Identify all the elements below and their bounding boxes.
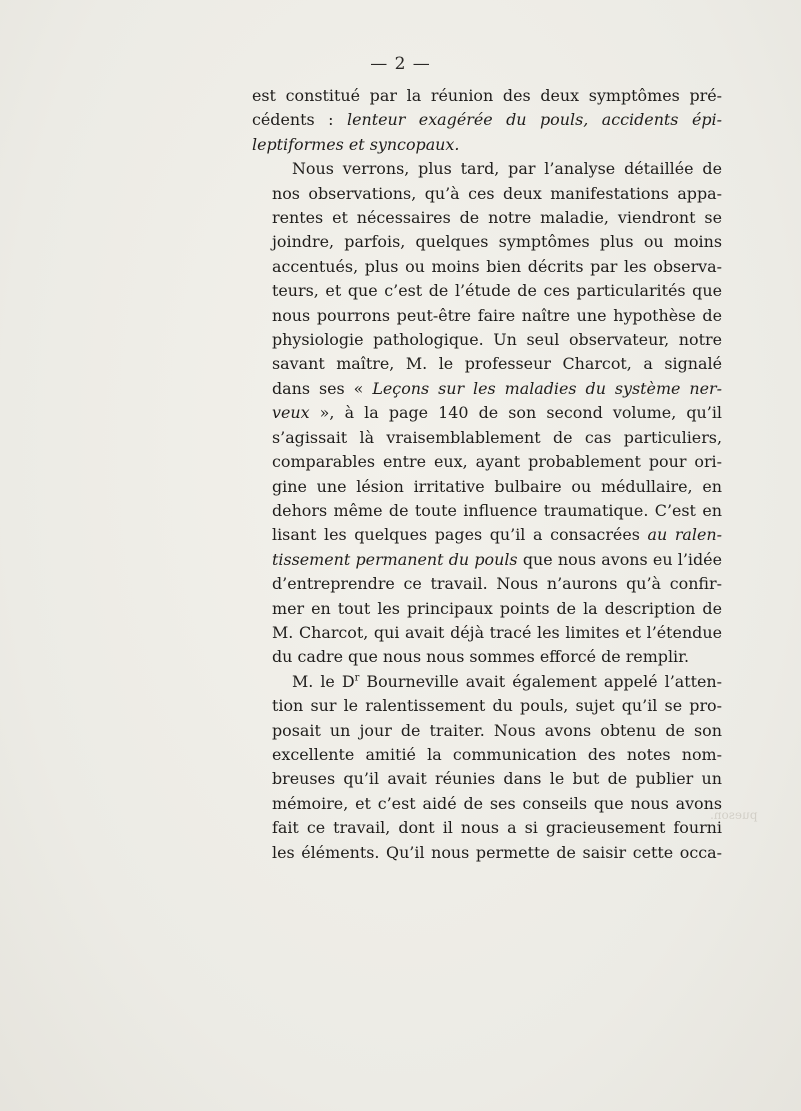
paragraph — [252, 157, 722, 670]
paragraph — [252, 670, 722, 865]
italic-text: lenteur exagérée du pouls, accidents épi- — [346, 110, 722, 130]
text-run: savant maître, M. le professeur Charcot, a signalé — [272, 354, 722, 374]
text-run: posait un jour de traiter. Nous avons obtenu de son — [272, 720, 722, 740]
text-line — [252, 499, 722, 523]
text-run: nos observations, qu’à ces deux manifestations appa- — [272, 183, 722, 203]
text-run: M. Charcot, qui avait déjà tracé les limites et l’étendue — [272, 622, 722, 642]
text-line — [252, 523, 722, 547]
text-line — [252, 230, 722, 254]
text-line — [252, 352, 722, 376]
text-line — [252, 304, 722, 328]
text-line — [252, 157, 722, 181]
italic-text: Leçons sur les maladies du système ner- — [372, 378, 722, 398]
text-run: teurs, et que c’est de l’étude de ces particularités que — [272, 281, 722, 301]
text-line — [252, 792, 722, 816]
text-line — [252, 255, 722, 279]
body-text — [252, 84, 722, 865]
text-run: que nous avons eu l’idée — [517, 549, 722, 569]
text-run: du cadre que nous nous sommes efforcé de remplir. — [272, 647, 690, 667]
text-line — [252, 743, 722, 767]
text-run: dans ses « — [272, 378, 373, 398]
text-run: M. le D — [292, 671, 355, 691]
text-run: mémoire, et c’est aidé de ses conseils que nous avons — [272, 793, 722, 813]
text-line — [252, 108, 722, 132]
text-run: comparables entre eux, ayant probablement pour ori- — [272, 452, 722, 472]
text-run: cédents : — [252, 110, 347, 130]
text-run: s’agissait là vraisemblablement de cas particuliers, — [272, 427, 722, 447]
text-line — [252, 670, 722, 694]
text-line — [252, 597, 722, 621]
text-run: mer en tout les principaux points de la description de — [272, 598, 722, 618]
superscript: r — [354, 672, 360, 684]
text-line — [252, 377, 722, 401]
text-line — [252, 816, 722, 840]
text-run: gine une lésion irritative bulbaire ou médullaire, en — [272, 476, 722, 496]
text-line — [252, 719, 722, 743]
text-run: Nous verrons, plus tard, par l’analyse détaillée de — [292, 159, 722, 179]
text-run: rentes et nécessaires de notre maladie, viendront se — [272, 208, 722, 228]
text-run: d’entreprendre ce travail. Nous n’aurons qu’à confir- — [272, 574, 722, 594]
italic-text: leptiformes et syncopaux. — [252, 134, 460, 154]
text-run: joindre, parfois, quelques symptômes plus ou moins — [272, 232, 722, 252]
text-run: est constitué par la réunion des deux symptômes pré- — [252, 86, 722, 105]
text-run: fait ce travail, dont il nous a si gracieusement fourni — [272, 818, 722, 838]
italic-text: au ralen- — [647, 525, 722, 545]
text-run: physiologie pathologique. Un seul observateur, notre — [272, 330, 722, 350]
text-line — [252, 475, 722, 499]
text-run: excellente amitié la communication des notes nom- — [272, 744, 722, 764]
text-run: les éléments. Qu’il nous permette de saisir cette occa- — [272, 842, 722, 862]
text-run: dehors même de toute influence traumatique. C’est en — [272, 500, 722, 520]
text-line — [252, 548, 722, 572]
text-line — [252, 621, 722, 645]
text-run: nous pourrons peut-être faire naître une hypothèse de — [272, 305, 722, 325]
italic-text: veux — [272, 403, 310, 423]
text-line — [252, 279, 722, 303]
text-line — [252, 133, 722, 157]
text-run: breuses qu’il avait réunies dans le but de publier un — [272, 769, 722, 789]
text-run: », à la page 140 de son second volume, qu’il — [309, 403, 722, 423]
paragraph — [252, 84, 722, 157]
page-number: — 2 — — [370, 54, 431, 74]
text-line — [252, 450, 722, 474]
text-line — [252, 767, 722, 791]
text-line — [252, 401, 722, 425]
text-line — [252, 426, 722, 450]
text-line — [252, 206, 722, 230]
text-run: lisant les quelques pages qu’il a consacrées — [272, 525, 648, 545]
text-line — [252, 841, 722, 865]
text-line — [252, 182, 722, 206]
text-run: Bourneville avait également appelé l’atten- — [359, 671, 722, 691]
text-line — [252, 572, 722, 596]
text-line — [252, 84, 722, 108]
text-line — [252, 694, 722, 718]
italic-text: tissement permanent du pouls — [272, 549, 518, 569]
text-line — [252, 645, 722, 669]
text-run: accentués, plus ou moins bien décrits par les observa- — [272, 256, 722, 276]
text-line — [252, 328, 722, 352]
text-run: tion sur le ralentissement du pouls, sujet qu’il se pro- — [272, 696, 722, 716]
bleed-through-text: pueson. — [710, 808, 758, 822]
